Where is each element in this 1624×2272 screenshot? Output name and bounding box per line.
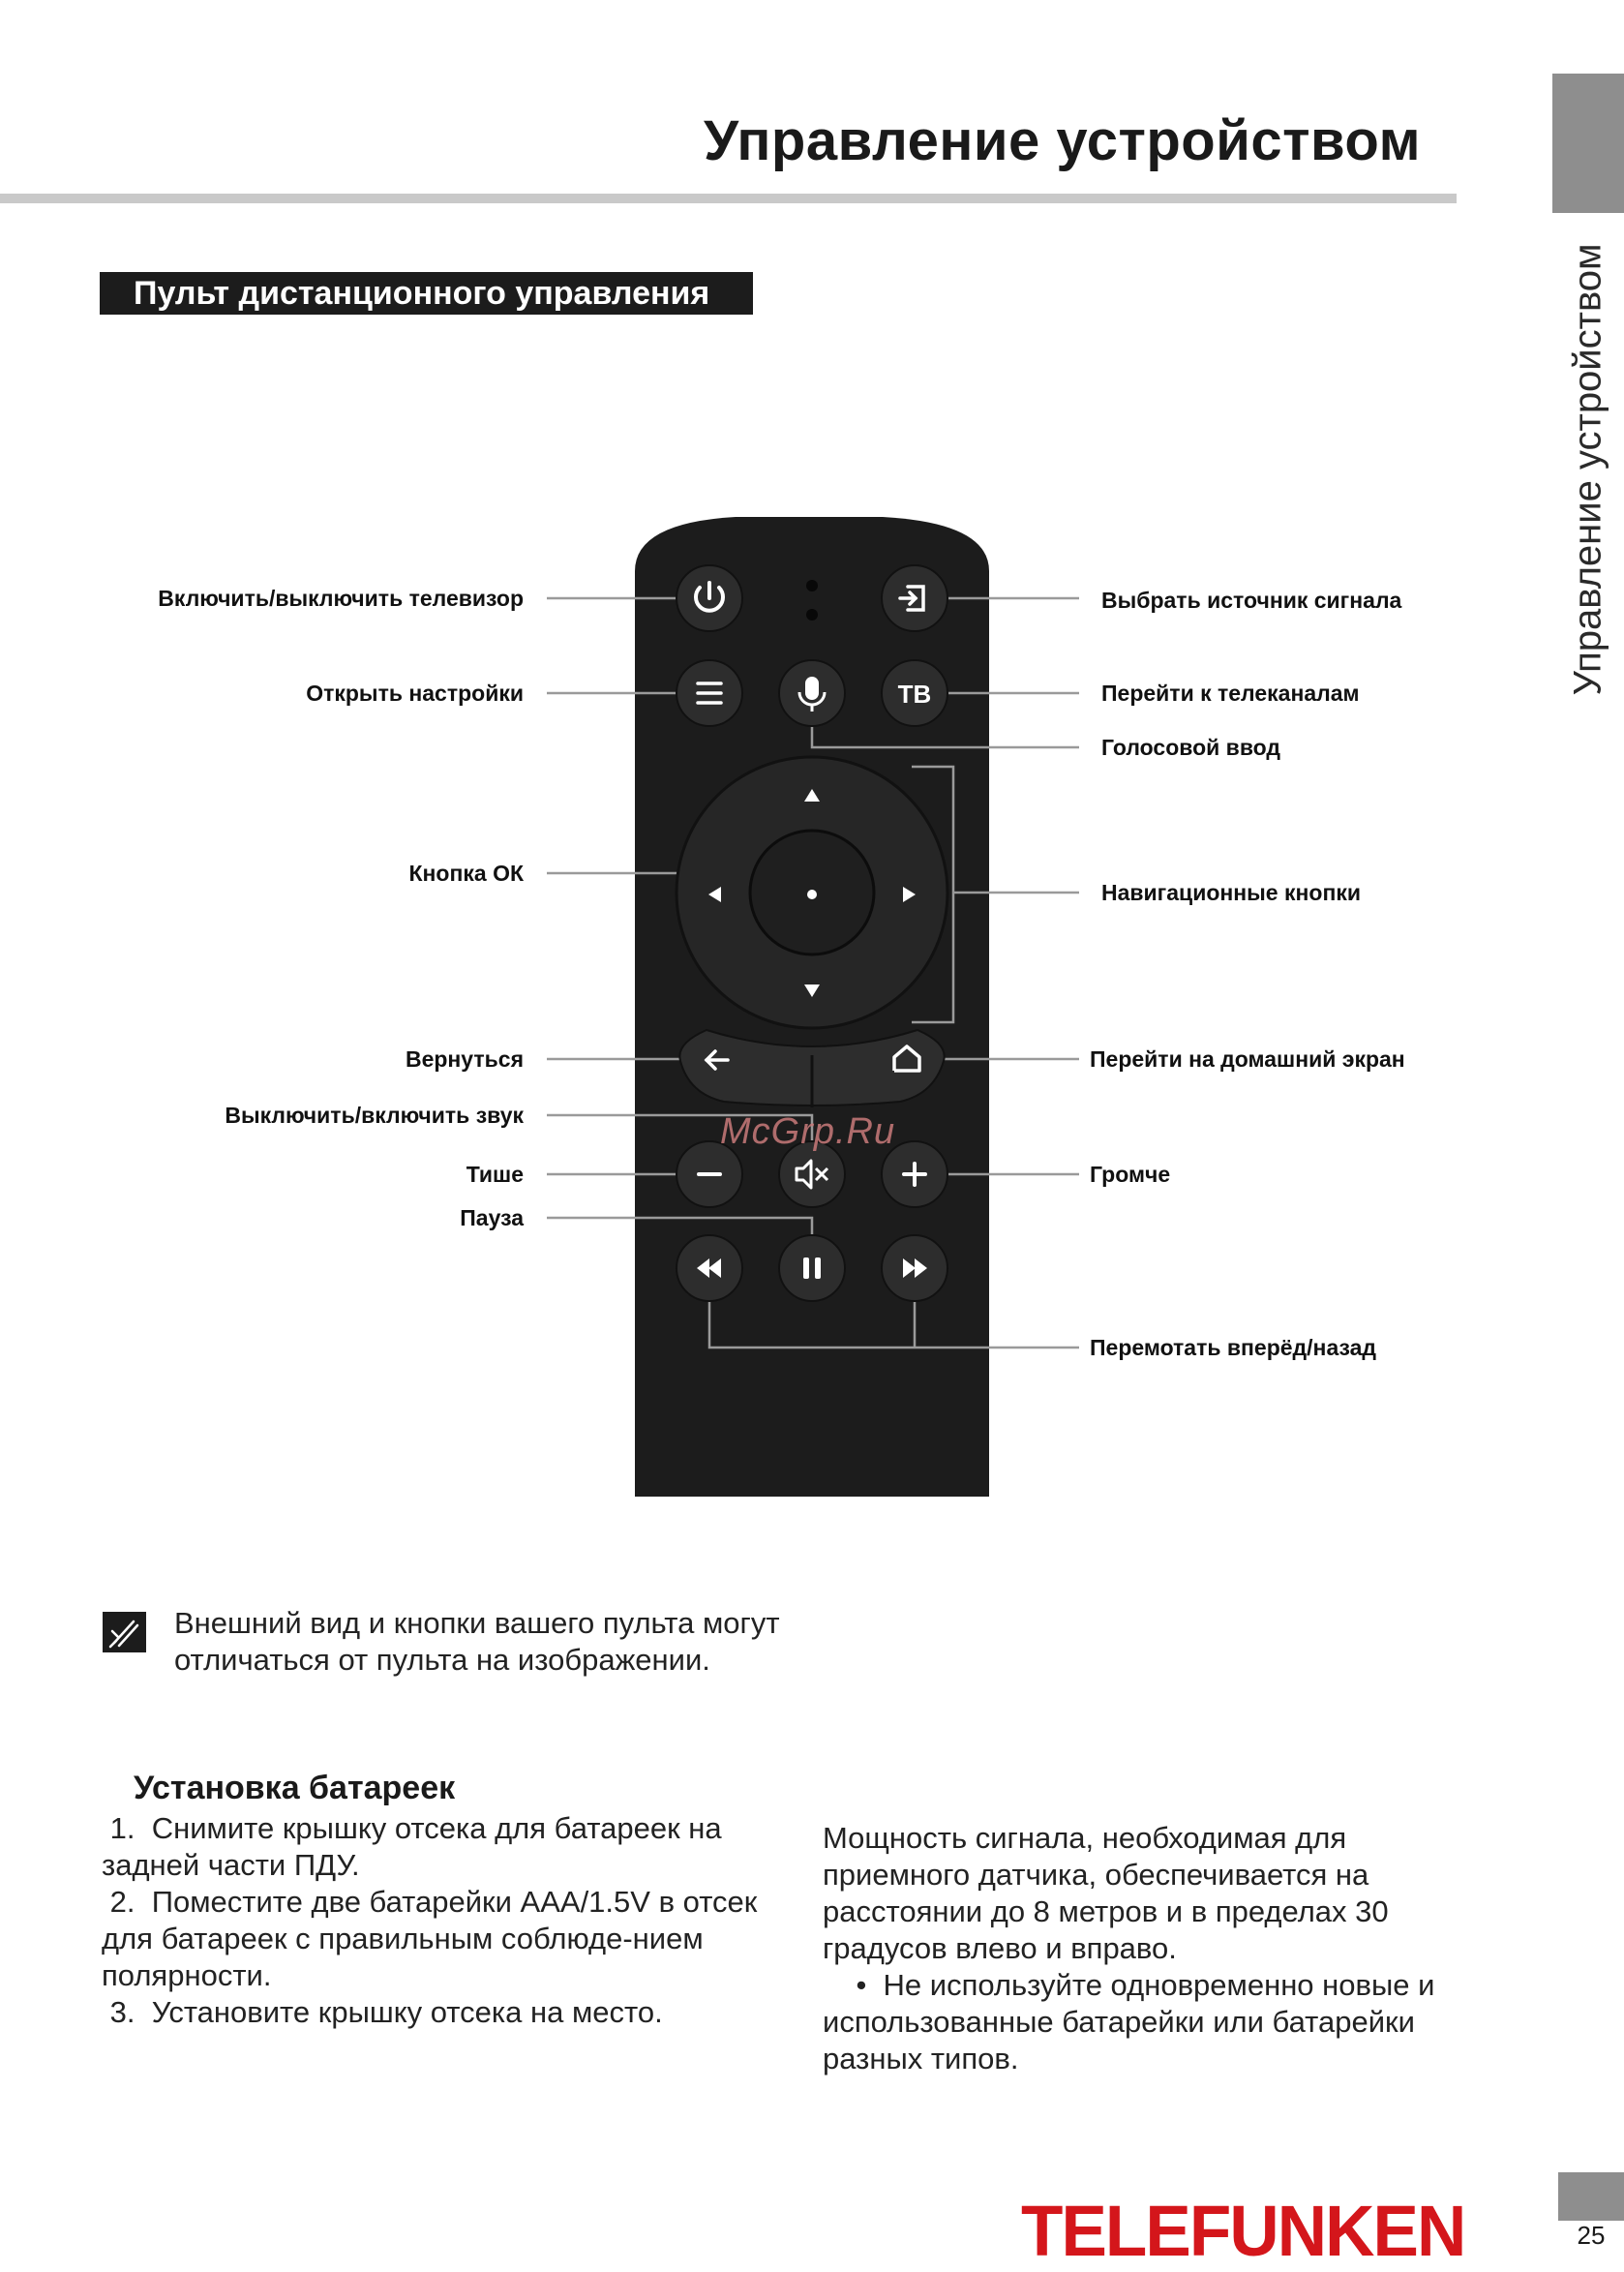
rewind-button — [677, 1235, 742, 1301]
label-tv: Перейти к телеканалам — [1101, 681, 1360, 706]
pause-button — [779, 1235, 845, 1301]
source-button — [882, 565, 947, 631]
tv-button — [882, 660, 947, 726]
note-text: Внешний вид и кнопки вашего пульта могут отличаться от пульта на изображении. — [174, 1606, 780, 1677]
settings-button — [677, 660, 742, 726]
title-divider — [0, 194, 1457, 203]
batteries-info — [823, 1820, 1481, 2077]
note-pen-icon — [103, 1612, 146, 1652]
ok-button — [807, 890, 817, 899]
label-home: Перейти на домашний экран — [1090, 1046, 1405, 1072]
label-back: Вернуться — [405, 1046, 524, 1072]
page-title: Управление устройством — [704, 109, 1421, 172]
battery-step: 3. Установите крышку отсека на место. — [102, 1995, 663, 2029]
battery-step: 1. Снимите крышку отсека для батареек на задней части ПДУ. — [102, 1811, 731, 1882]
label-source: Выбрать источник сигнала — [1101, 588, 1402, 613]
navigation-pad — [677, 757, 947, 1028]
label-voice: Голосовой ввод — [1101, 735, 1280, 760]
label-pause: Пауза — [460, 1205, 524, 1230]
label-volume-up: Громче — [1090, 1162, 1171, 1187]
label-mute: Выключить/включить звук — [225, 1103, 524, 1128]
voice-button — [779, 660, 845, 726]
brand-logo: TELEFUNKEN — [1021, 2191, 1465, 2271]
section-heading: Пульт дистанционного управления — [100, 272, 753, 315]
side-tab-label: Управление устройством — [1566, 243, 1609, 696]
batteries-steps — [102, 1810, 766, 2031]
watermark: McGrp.Ru — [720, 1111, 896, 1152]
fast-forward-button — [882, 1235, 947, 1301]
page-number-marker — [1558, 2172, 1624, 2221]
tv-button-text: ТВ — [897, 680, 932, 709]
battery-step: 2. Поместите две батарейки AAA/1.5V в отсек для батареек с правильным соблюде-нием полярности. — [102, 1885, 766, 1992]
batteries-heading: Установка батареек — [134, 1770, 456, 1806]
battery-warning: • Не используйте одновременно новые и использованные батарейки или батарейки разных типов. — [823, 1968, 1444, 2075]
label-power: Включить/выключить телевизор — [158, 586, 524, 611]
remote-illustration — [0, 503, 1624, 1510]
label-navigation: Навигационные кнопки — [1101, 880, 1361, 905]
label-settings: Открыть настройки — [306, 681, 524, 706]
page-number: 25 — [1577, 2221, 1606, 2250]
signal-info: Мощность сигнала, необходимая для приемного датчика, обеспечивается на расстоянии до 8 метров и в пределах 30 градусов влево и вправо. — [823, 1821, 1389, 1965]
label-volume-down: Тише — [466, 1162, 524, 1187]
label-ok: Кнопка ОК — [408, 861, 524, 886]
power-button — [677, 565, 742, 631]
side-tab-marker — [1552, 74, 1624, 213]
label-rewind: Перемотать вперёд/назад — [1090, 1335, 1377, 1360]
